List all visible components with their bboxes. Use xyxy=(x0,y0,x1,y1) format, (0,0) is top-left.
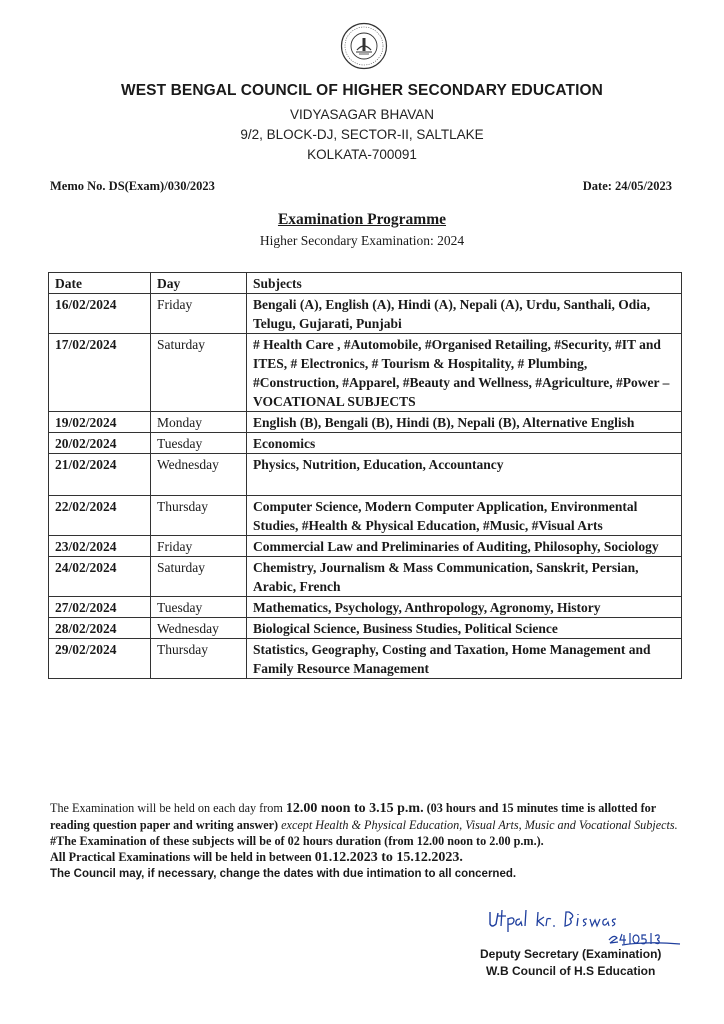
signatory-designation: Deputy Secretary (Examination) xyxy=(480,947,662,961)
note-timing-lead: The Examination will be held on each day from xyxy=(50,801,286,815)
table-row xyxy=(49,536,682,557)
row-subjects: Physics, Nutrition, Education, Accountancy xyxy=(247,454,682,496)
row-day: Wednesday xyxy=(151,618,247,639)
row-subjects: Chemistry, Journalism & Mass Communication, Sanskrit, Persian, Arabic, French xyxy=(247,557,682,597)
table-row xyxy=(49,618,682,639)
address-line-3: KOLKATA-700091 xyxy=(307,147,417,162)
row-date: 28/02/2024 xyxy=(49,618,151,639)
row-subjects: English (B), Bengali (B), Hindi (B), Nepali (B), Alternative English xyxy=(247,412,682,433)
exam-schedule-table xyxy=(48,272,682,679)
memo-date: Date: 24/05/2023 xyxy=(582,179,672,193)
row-date: 20/02/2024 xyxy=(49,433,151,454)
wbchse-emblem-icon xyxy=(340,22,388,70)
row-day: Saturday xyxy=(151,557,247,597)
row-subjects: Commercial Law and Preliminaries of Auditing, Philosophy, Sociology xyxy=(247,536,682,557)
row-date: 21/02/2024 xyxy=(49,454,151,496)
signature-scribble-icon xyxy=(484,904,684,946)
table-row xyxy=(49,412,682,433)
note-change-disclaimer: The Council may, if necessary, change the dates with due intimation to all concerned. xyxy=(50,868,517,880)
table-row xyxy=(49,454,682,496)
table-header-row xyxy=(49,273,682,294)
note-duration: #The Examination of these subjects will be of 02 hours duration (from 12.00 noon to 2.00 p.m.). xyxy=(50,834,544,848)
col-header-subjects: Subjects xyxy=(247,273,682,294)
row-date: 16/02/2024 xyxy=(49,294,151,334)
handwritten-signature xyxy=(484,904,684,944)
row-subjects: Bengali (A), English (A), Hindi (A), Nepali (A), Urdu, Santhali, Odia, Telugu, Gujarati, Punjabi xyxy=(247,294,682,334)
note-practical-lead: All Practical Examinations will be held in between xyxy=(50,850,315,864)
programme-title: Examination Programme xyxy=(277,211,447,228)
note-practical-dates: 01.12.2023 to 15.12.2023. xyxy=(314,850,463,865)
row-day: Monday xyxy=(151,412,247,433)
row-day: Friday xyxy=(151,294,247,334)
row-subjects: Mathematics, Psychology, Anthropology, Agronomy, History xyxy=(247,597,682,618)
table-row xyxy=(49,496,682,536)
signatory-block xyxy=(480,946,690,980)
row-date: 24/02/2024 xyxy=(49,557,151,597)
programme-subtitle: Higher Secondary Examination: 2024 xyxy=(259,233,465,248)
row-date: 23/02/2024 xyxy=(49,536,151,557)
memo-number: Memo No. DS(Exam)/030/2023 xyxy=(50,179,215,193)
row-date: 29/02/2024 xyxy=(49,639,151,679)
table-row xyxy=(49,294,682,334)
row-date: 17/02/2024 xyxy=(49,334,151,412)
council-name: WEST BENGAL COUNCIL OF HIGHER SECONDARY EDUCATION xyxy=(121,82,603,99)
exam-notes xyxy=(50,800,690,882)
row-subjects: Statistics, Geography, Costing and Taxation, Home Management and Family Resource Management xyxy=(247,639,682,679)
row-date: 19/02/2024 xyxy=(49,412,151,433)
col-header-date: Date xyxy=(49,273,151,294)
note-practical xyxy=(50,849,690,866)
table-row xyxy=(49,557,682,597)
row-subjects: Biological Science, Business Studies, Political Science xyxy=(247,618,682,639)
row-day: Saturday xyxy=(151,334,247,412)
row-date: 22/02/2024 xyxy=(49,496,151,536)
address-line-1: VIDYASAGAR BHAVAN xyxy=(289,107,435,122)
row-subjects: Economics xyxy=(247,433,682,454)
col-header-day: Day xyxy=(151,273,247,294)
row-day: Wednesday xyxy=(151,454,247,496)
row-day: Tuesday xyxy=(151,433,247,454)
note-timing-hours: 12.00 noon to 3.15 p.m. xyxy=(285,801,424,816)
row-subjects: Computer Science, Modern Computer Application, Environmental Studies, #Health & Physical Education, #Music, #Visual Arts xyxy=(247,496,682,536)
table-row xyxy=(49,334,682,412)
row-day: Tuesday xyxy=(151,597,247,618)
row-day: Friday xyxy=(151,536,247,557)
address-line-2: 9/2, BLOCK-DJ, SECTOR-II, SALTLAKE xyxy=(240,127,484,142)
table-row xyxy=(49,639,682,679)
row-day: Thursday xyxy=(151,496,247,536)
row-date: 27/02/2024 xyxy=(49,597,151,618)
note-timing xyxy=(50,800,690,833)
table-row xyxy=(49,433,682,454)
row-day: Thursday xyxy=(151,639,247,679)
row-subjects: # Health Care , #Automobile, #Organised Retailing, #Security, #IT and ITES, # Electronics, # Tourism & Hospitality, # Plumbing, #Construction, #Apparel, #Beauty and Wellness, #Agriculture, #Power –VOCATIONAL SUBJECTS xyxy=(247,334,682,412)
note-timing-detail: (03 hours and 15 minutes time is allotted for reading question paper and writing answer) xyxy=(50,801,656,832)
note-timing-exceptions: except Health & Physical Education, Visual Arts, Music and Vocational Subjects. xyxy=(278,818,678,832)
table-row xyxy=(49,597,682,618)
signatory-office: W.B Council of H.S Education xyxy=(486,964,656,978)
